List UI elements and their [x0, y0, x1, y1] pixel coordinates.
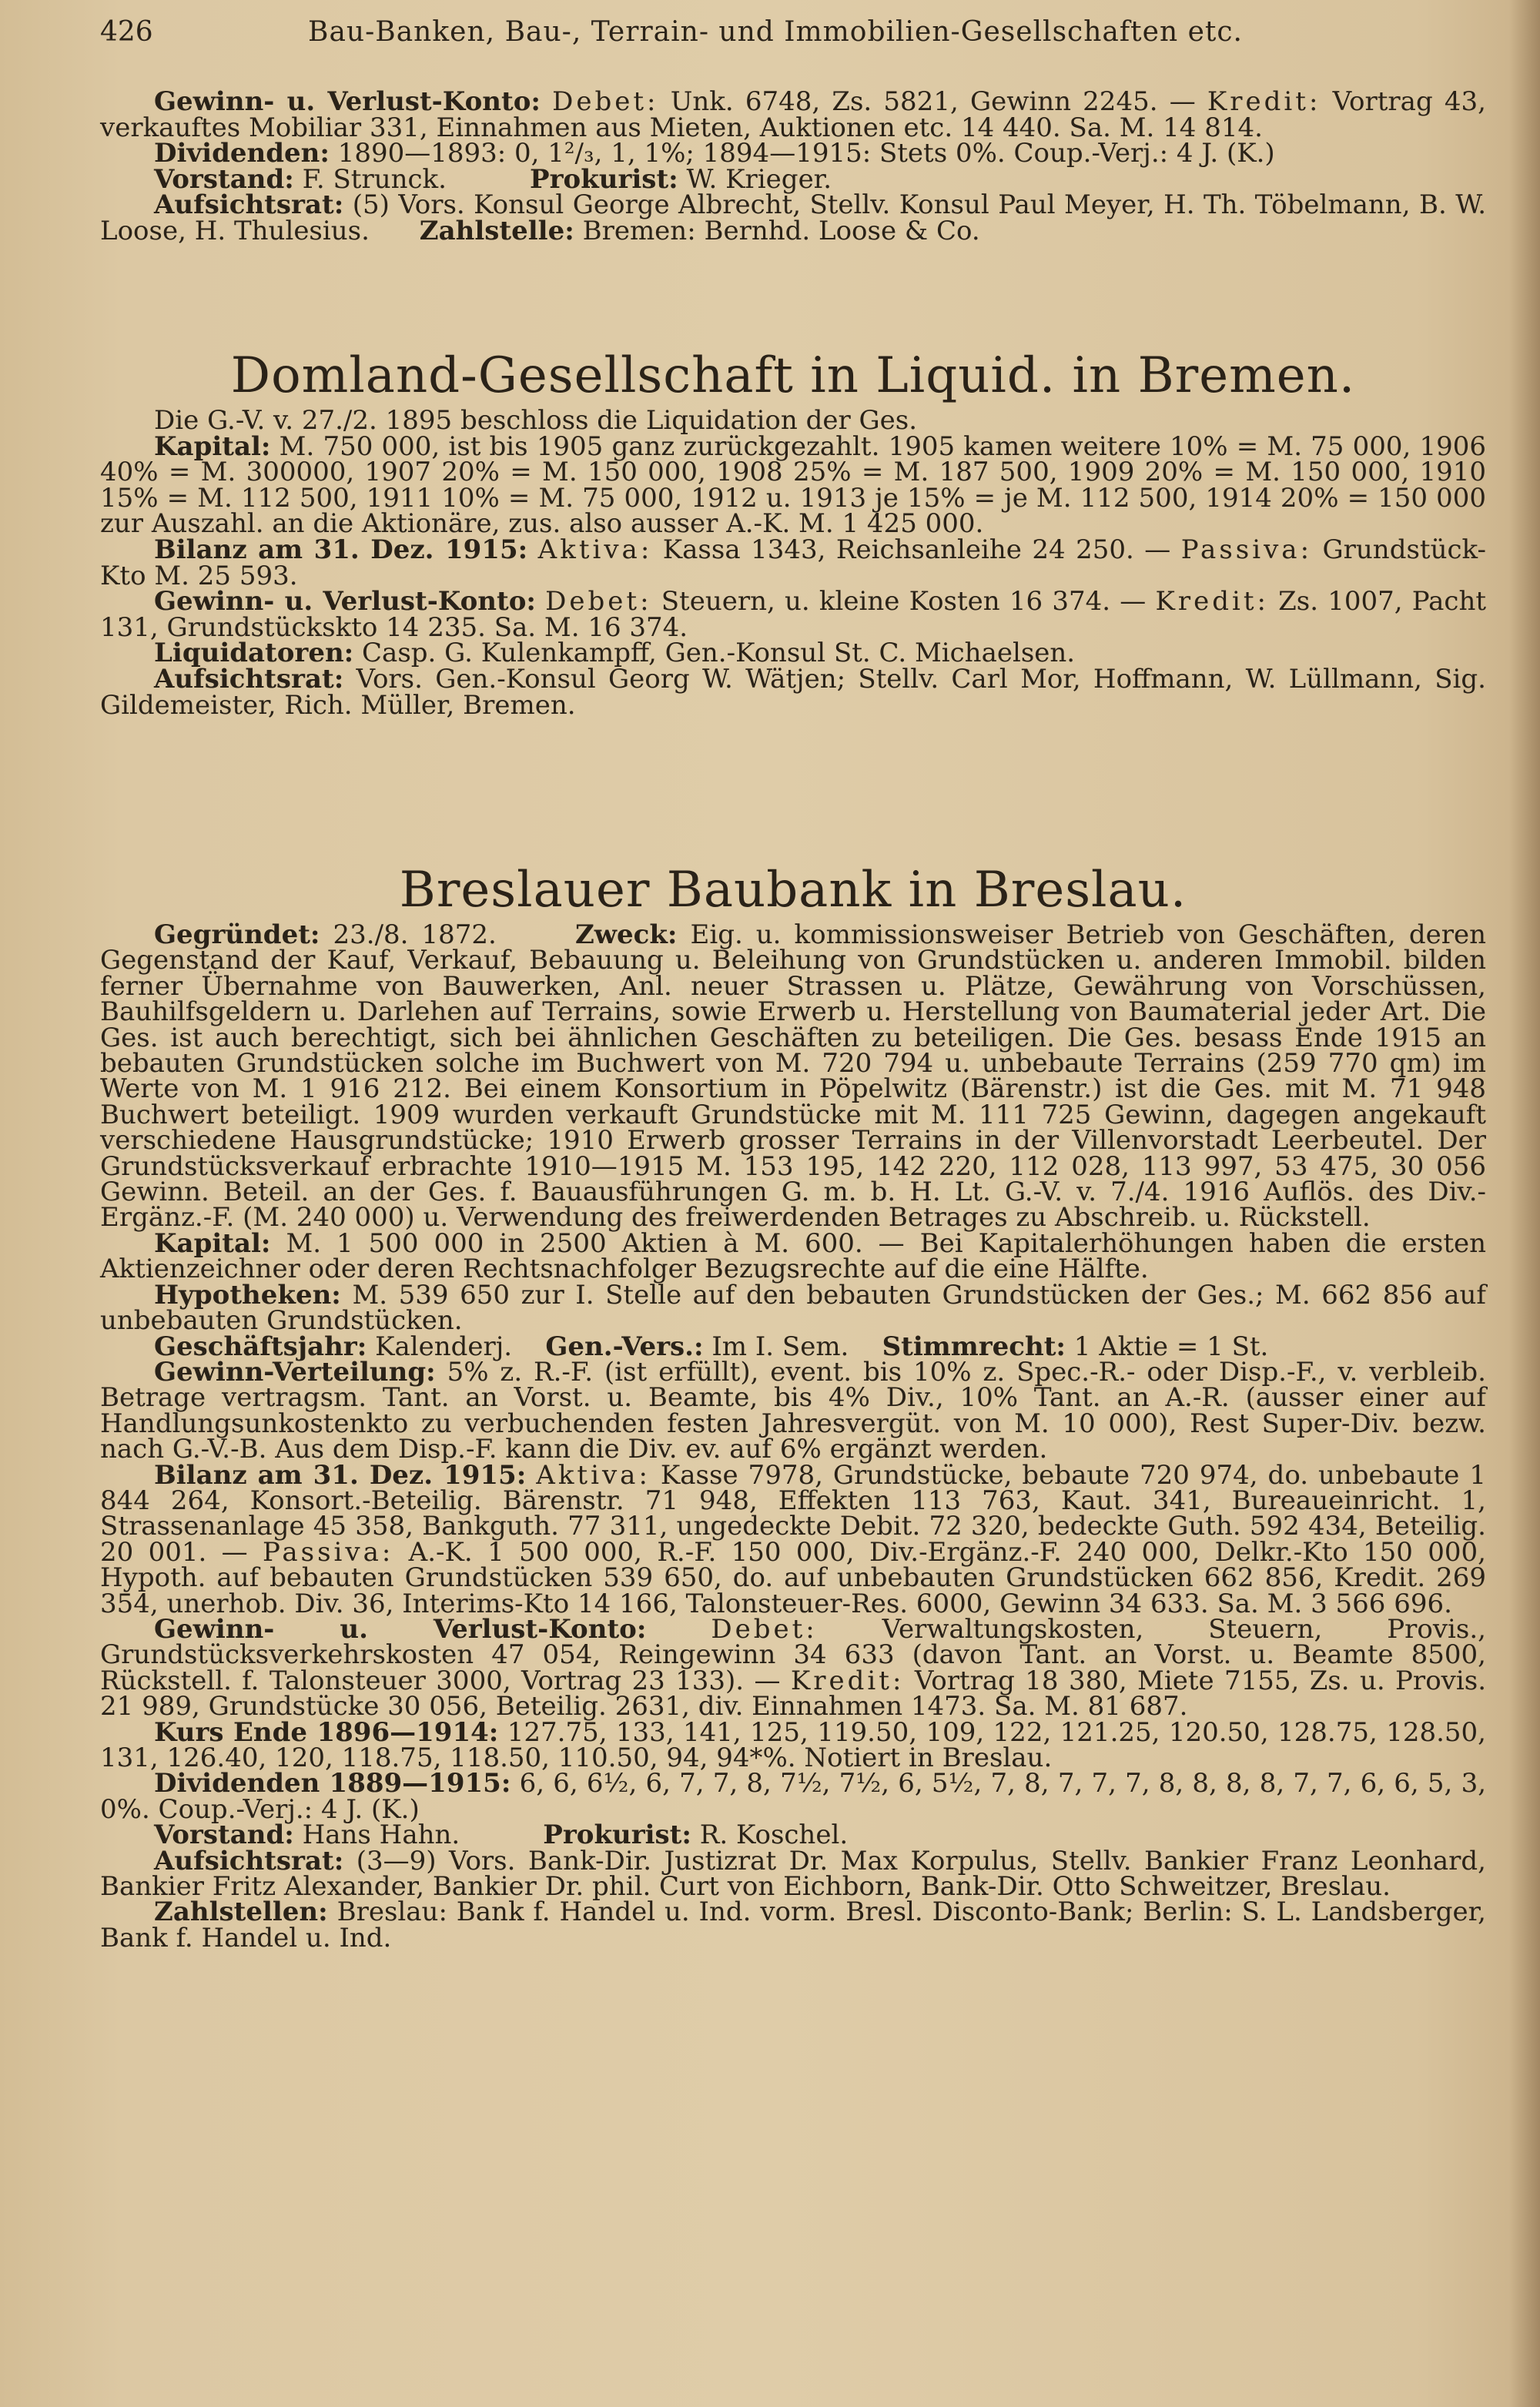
- breslauer-balance: Bilanz am 31. Dez. 1915: Aktiva: Kasse 7978, Grundstücke, bebaute 720 974, do. unbebaute 1 844 264, Konsort.-Beteilig. Bärenstr. 71 948, Effekten 113 763, Kaut. 341, Bureaueinricht. 1, Strassenanlage 45 358, Bankguth. 77 311, ungedeckte Debit. 72 320, bedeckte Guth. 592 434, Beteilig. 20 001. — Passiva: A.-K. 1 500 000, R.-F. 150 000, Div.-Ergänz.-F. 240 000, Delkr.-Kto 150 000, Hypoth. auf bebauten Grundstücken 539 650, do. auf unbebauten Grundstücken 662 856, Kredit. 269 354, unerhob. Div. 36, Interims-Kto 14 166, Talonsteuer-Res. 6000, Gewinn 34 633. Sa. M. 3 566 696.: [100, 1459, 1486, 1619]
- breslauer-profit-loss: Gewinn- u. Verlust-Konto: Debet: Verwaltungskosten, Steuern, Provis., Grundstücksverkehrskosten 47 054, Reingewinn 34 633 (davon Tant. an Vorst. u. Beamte 8500, Rückstell. f. Talonsteuer 3000, Vortrag 23 133). — Kredit: Vortrag 18 380, Miete 7155, Zs. u. Provis. 21 989, Grundstücke 30 056, Beteilig. 2631, div. Einnahmen 1473. Sa. M. 81 687.: [100, 1613, 1486, 1722]
- domland-supervisory-board: Aufsichtsrat: Vors. Gen.-Konsul Georg W. Wätjen; Stellv. Carl Mor, Hoffmann, W. Lüllmann, Sig. Gildemeister, Rich. Müller, Bremen.: [100, 663, 1486, 721]
- page-binding-shadow: [1509, 0, 1540, 2407]
- domland-entry: [100, 405, 1487, 721]
- domland-liquidators: Liquidatoren: Casp. G. Kulenkampff, Gen.-Konsul St. C. Michaelsen.: [154, 638, 1076, 669]
- breslauer-mortgages: Hypotheken: M. 539 650 zur I. Stelle auf den bebauten Grundstücken der Ges.; M. 662 856 auf unbebauten Grundstücken.: [100, 1279, 1486, 1337]
- breslauer-capital: Kapital: M. 1 500 000 in 2500 Aktien à M. 600. — Bei Kapitalerhöhungen haben die ersten Aktienzeichner oder deren Rechtsnachfolger Bezugsrechte auf die eine Hälfte.: [100, 1227, 1487, 1285]
- board-paragraph: Vorstand: F. Strunck. Prokurist: W. Krieger.: [154, 163, 832, 195]
- breslauer-supervisory-board: Aufsichtsrat: (3—9) Vors. Bank-Dir. Justizrat Dr. Max Korpulus, Stellv. Bankier Franz Leonhard, Bankier Fritz Alexander, Bankier Dr. phil. Curt von Eichborn, Bank-Dir. Otto Schweitzer, Breslau.: [100, 1845, 1486, 1903]
- breslauer-entry: [100, 919, 1487, 1953]
- domland-capital: Kapital: M. 750 000, ist bis 1905 ganz zurückgezahlt. 1905 kamen weitere 10% = M. 75 000, 1906 40% = M. 300000, 1907 20% = M. 150 000, 1908 25% = M. 187 500, 1909 20% = M. 150 000, 1910 15% = M. 112 500, 1911 10% = M. 75 000, 1912 u. 1913 je 15% = je M. 112 500, 1914 20% = 150 000 zur Auszahl. an die Aktionäre, zus. also ausser A.-K. M. 1 425 000.: [100, 430, 1486, 540]
- page-header: [100, 9, 1486, 55]
- page-number: 426: [100, 16, 153, 48]
- gv-paragraph: Gewinn- u. Verlust-Konto: Debet: Unk. 6748, Zs. 5821, Gewinn 2245. — Kredit: Vortrag 43, verkauftes Mobiliar 331, Einnahmen aus Mieten, Auktionen etc. 14 440. Sa. M. 14 814.: [100, 86, 1486, 143]
- breslauer-board: Vorstand: Hans Hahn. Prokurist: R. Koschel.: [154, 1819, 849, 1851]
- running-title: Bau-Banken, Bau-, Terrain- und Immobilien-Gesellschaften etc.: [308, 16, 1243, 48]
- previous-entry-continuation: [100, 86, 1486, 246]
- supervisory-board-paragraph: Aufsichtsrat: (5) Vors. Konsul George Albrecht, Stellv. Konsul Paul Meyer, H. Th. Töbelmann, B. W. Loose, H. Thulesius. Zahlstelle: Bremen: Bernhd. Loose & Co.: [100, 189, 1486, 246]
- breslauer-fiscal-year: Geschäftsjahr: Kalenderj. Gen.-Vers.: Im I. Sem. Stimmrecht: 1 Aktie = 1 St.: [154, 1331, 1269, 1362]
- domland-balance: Bilanz am 31. Dez. 1915: Aktiva: Kassa 1343, Reichsanleihe 24 250. — Passiva: Grundstück-Kto M. 25 593.: [100, 534, 1487, 591]
- dividends-paragraph: Dividenden: 1890—1893: 0, 1²/₃, 1, 1%; 1894—1915: Stets 0%. Coup.-Verj.: 4 J. (K.): [154, 138, 1275, 169]
- domland-profit-loss: Gewinn- u. Verlust-Konto: Debet: Steuern, u. kleine Kosten 16 374. — Kredit: Zs. 1007, Pacht 131, Grundstückskto 14 235. Sa. M. 16 374.: [100, 586, 1487, 643]
- breslauer-paying-agents: Zahlstellen: Breslau: Bank f. Handel u. Ind. vorm. Bresl. Disconto-Bank; Berlin: S. L. Landsberger, Bank f. Handel u. Ind.: [100, 1896, 1486, 1953]
- breslauer-profit-distribution: Gewinn-Verteilung: 5% z. R.-F. (ist erfüllt), event. bis 10% z. Spec.-R.- oder Disp.-F., v. verbleib. Betrage vertragsm. Tant. an Vorst. u. Beamte, bis 4% Div., 10% Tant. an A.-R. (ausser einer auf Handlungsunkostenkto zu verbuchenden festen Jahresvergüt. von M. 10 000), Rest Super-Div. bezw. nach G.-V.-B. Aus dem Disp.-F. kann die Div. ev. auf 6% ergänzt werden.: [100, 1356, 1486, 1465]
- breslauer-quotations: Kurs Ende 1896—1914: 127.75, 133, 141, 125, 119.50, 109, 122, 121.25, 120.50, 128.75, 128.50, 131, 126.40, 120, 118.75, 118.50, 110.50, 94, 94*%. Notiert in Breslau.: [100, 1716, 1486, 1773]
- breslauer-founded-purpose: Gegründet: 23./8. 1872. Zweck: Eig. u. kommissionsweiser Betrieb von Geschäften, deren Gegenstand der Kauf, Verkauf, Bebauung u. Beleihung von Grundstücken u. anderen Immobil. bilden ferner Übernahme von Bauwerken, Anl. neuer Strassen u. Plätze, Gewährung von Vorschüssen, Bauhilfsgeldern u. Darlehen auf Terrains, sowie Erwerb u. Herstellung von Baumaterial jeder Art. Die Ges. ist auch berechtigt, sich bei ähnlichen Geschäften zu beteiligen. Die Ges. besass Ende 1915 an bebauten Grundstücken solche im Buchwert von M. 720 794 u. unbebaute Terrains (259 770 qm) im Werte von M. 1 916 212. Bei einem Konsortium in Pöpelwitz (Bärenstr.) ist die Ges. mit M. 71 948 Buchwert beteiligt. 1909 wurden verkauft Grundstücke mit M. 111 725 Gewinn, dagegen angekauft verschiedene Hausgrundstücke; 1910 Erwerb grosser Terrains in der Villenvorstadt Leerbeutel. Der Grundstücksverkauf erbrachte 1910—1915 M. 153 195, 142 220, 112 028, 113 997, 53 475, 30 056 Gewinn. Beteil. an der Ges. f. Bauausführungen G. m. b. H. Lt. G.-V. v. 7./4. 1916 Auflös. des Div.-Ergänz.-F. (M. 240 000) u. Verwendung des freiwerdenden Betrages zu Abschreib. u. Rückstell.: [100, 919, 1487, 1234]
- breslauer-dividends: Dividenden 1889—1915: 6, 6, 6½, 6, 7, 7, 8, 7½, 7½, 6, 5½, 7, 8, 7, 7, 7, 8, 8, 8, 8, 7, 7, 6, 6, 5, 3, 0%. Coup.-Verj.: 4 J. (K.): [100, 1768, 1487, 1825]
- section-title-breslauer-baubank: Breslauer Baubank in Breslau.: [399, 862, 1187, 919]
- section-title-domland: Domland-Gesellschaft in Liquid. in Bremen.: [230, 347, 1356, 404]
- domland-intro: Die G.-V. v. 27./2. 1895 beschloss die Liquidation der Ges.: [154, 405, 918, 436]
